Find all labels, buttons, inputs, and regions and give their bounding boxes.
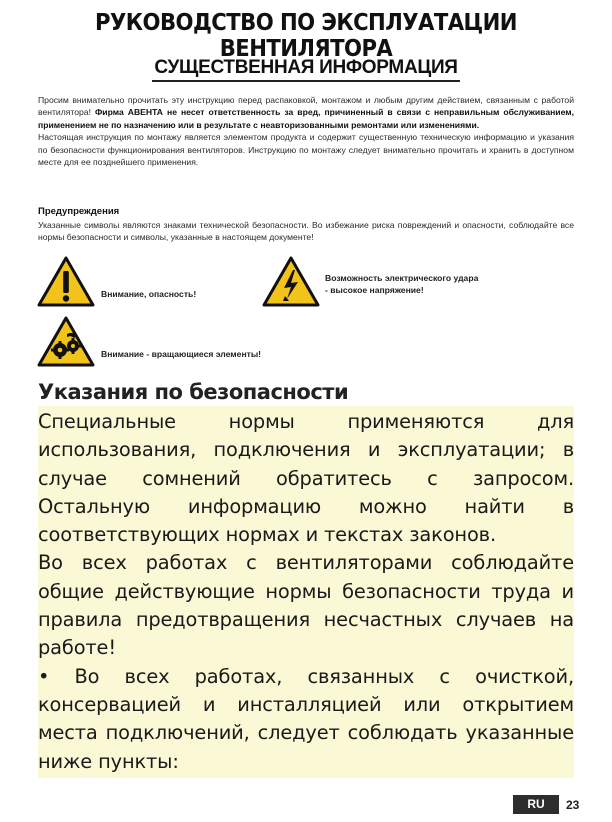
high-voltage-label-line2: - высокое напряжение! <box>325 285 424 295</box>
safety-paragraph-1: Специальные нормы применяются для использования, подключения и эксплуатации; в случае сомнений обратитесь с запросом. Остальную информацию можно найти в соответствующих нормах и текстах законов. <box>38 410 574 547</box>
warnings-text: Указанные символы являются знаками технической безопасности. Во избежание риска повреждений и опасности, соблюдайте все нормы безопасности и символы, указанные в настоящем документе! <box>38 220 574 243</box>
subtitle-wrap <box>0 57 612 82</box>
safety-bullet: • Во всех работах, связанных с очисткой, консервацией и инсталляцией или открытием места подключений, следует соблюдать указанные ниже пункты: <box>38 664 574 773</box>
safety-paragraph-2: Во всех работах с вентиляторами соблюдайте общие действующие нормы безопасности труда и правила предотвращения несчастных случаев на работе! <box>38 551 574 660</box>
page-number: 23 <box>566 798 580 812</box>
exclamation-warning-icon <box>37 256 95 307</box>
safety-text <box>38 408 574 776</box>
language-tab: RU <box>513 795 559 814</box>
intro-text-2: Настоящая инструкция по монтажу является элементом продукта и содержит существенную техническую информацию и указания по безопасности функционирования вентиляторов. Инструкцию по монтажу следует внимательно прочитать и хранить в доступном месте для ее позднейшего применения. <box>38 132 574 168</box>
document-title: РУКОВОДСТВО ПО ЭКСПЛУАТАЦИИ ВЕНТИЛЯТОРА <box>95 10 517 62</box>
section-subtitle: СУЩЕСТВЕННАЯ ИНФОРМАЦИЯ <box>152 57 459 82</box>
rotating-parts-warning-icon <box>37 316 95 367</box>
safety-title: Указания по безопасности <box>38 380 349 404</box>
high-voltage-label <box>325 272 478 296</box>
high-voltage-label-line1: Возможность электрического удара <box>325 273 479 283</box>
intro-bold-text: Фирма АВЕНТА не несет ответственность за вред, причиненный в связи с неправильным обслуживанием, применением не по назначению или в результате с неавторизованными ремонтами или изменениями. <box>38 107 575 130</box>
danger-label: Внимание, опасность! <box>101 289 197 299</box>
warnings-heading: Предупреждения <box>38 206 120 217</box>
intro-text-1: Просим внимательно прочитать эту инструкцию перед распаковкой, монтажом и любым другим действием, связанным с работой вентилятора! <box>38 95 574 118</box>
rotating-parts-label: Внимание - вращающиеся элементы! <box>101 349 262 359</box>
high-voltage-warning-icon <box>262 256 320 307</box>
intro-paragraph <box>38 94 574 168</box>
